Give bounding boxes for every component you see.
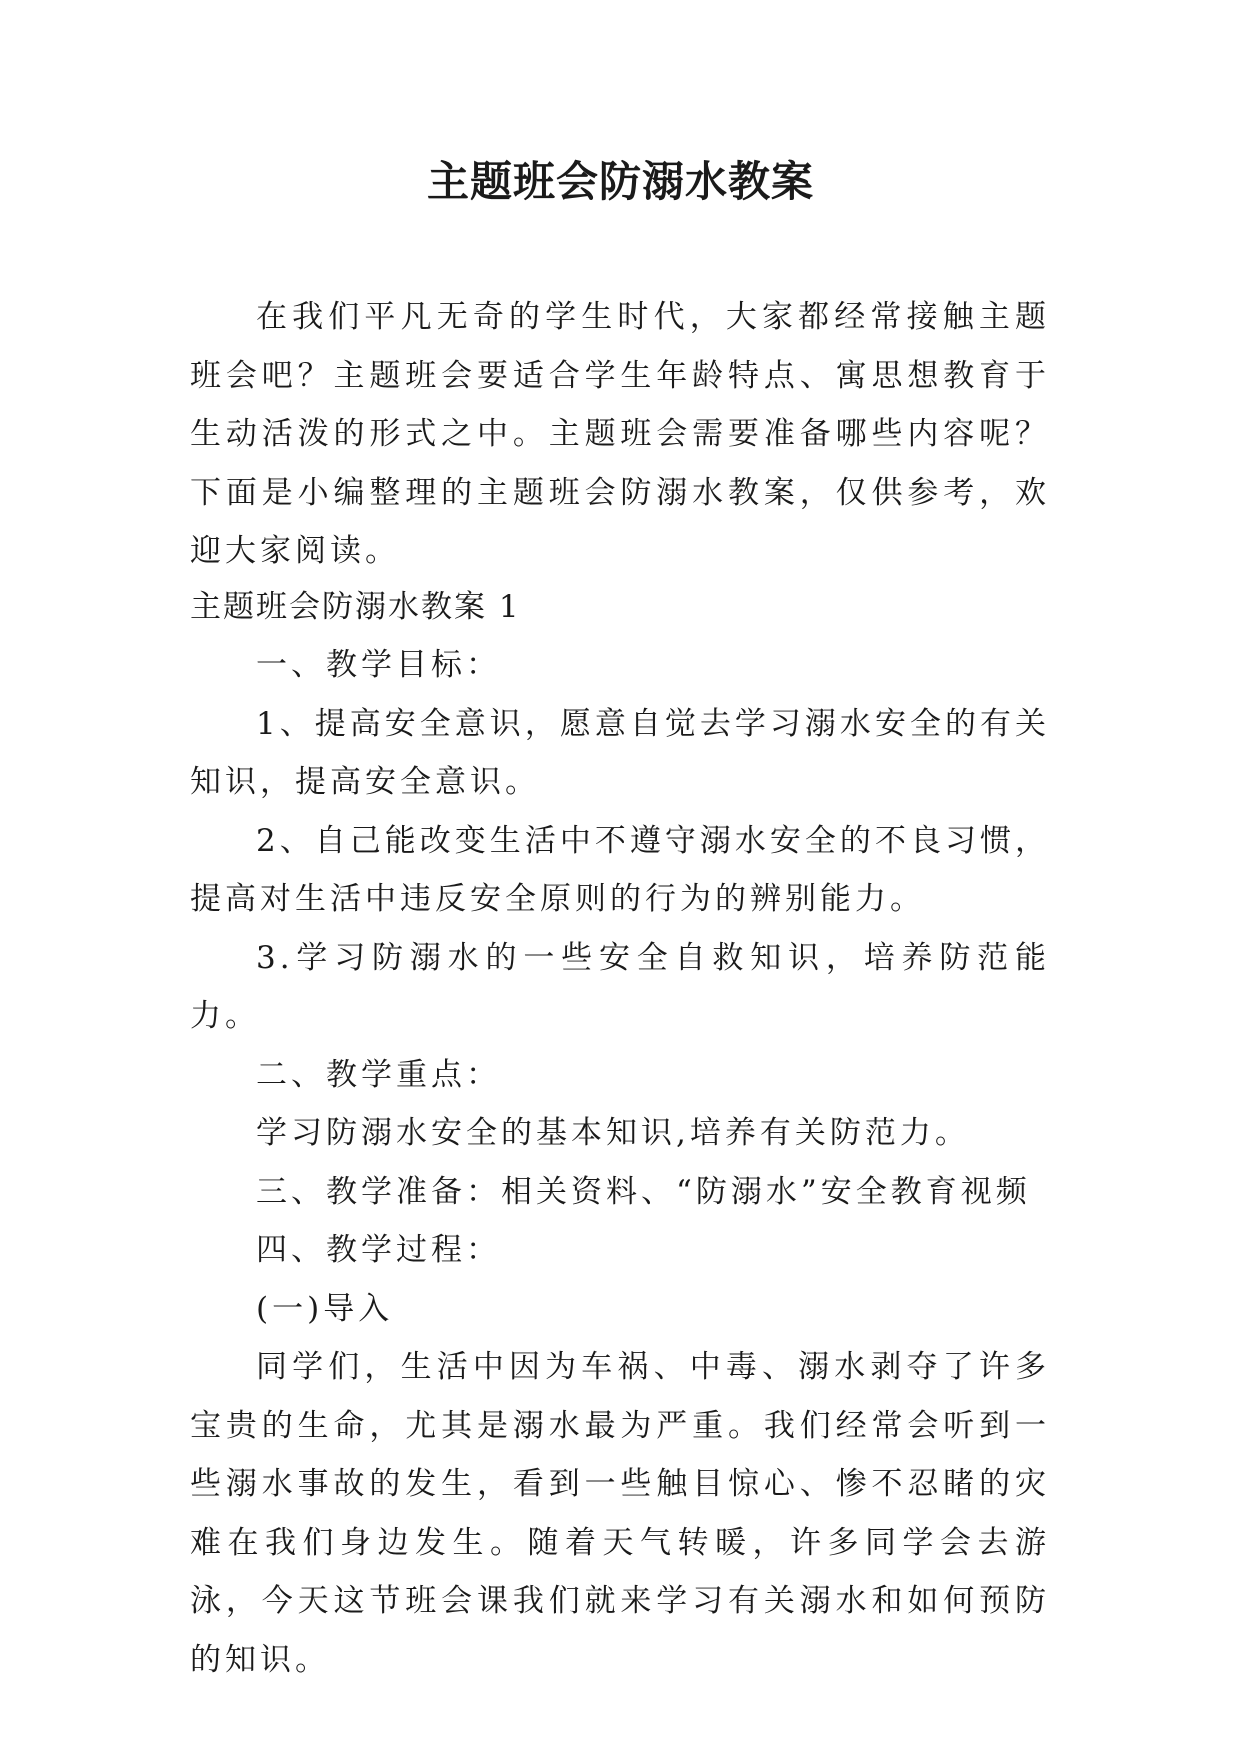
intro-subheading: (一)导入: [256, 1290, 394, 1327]
objective-item-2: 2、自己能改变生活中不遵守溺水安全的不良习惯，提高对生活中违反安全原则的行为的辨别能力。: [190, 822, 1050, 917]
objective-item-1: 1、提高安全意识，愿意自觉去学习溺水安全的有关知识，提高安全意识。: [190, 705, 1050, 800]
key-points-text: 学习防溺水安全的基本知识,培养有关防范力。: [256, 1115, 970, 1151]
objectives-heading: 一、教学目标：: [256, 647, 501, 683]
preparation-text: 三、教学准备：相关资料、“防溺水”安全教育视频: [256, 1173, 1031, 1210]
process-heading: 四、教学过程：: [256, 1232, 501, 1268]
section-title: 主题班会防溺水教案 1: [190, 589, 521, 625]
document-title: 主题班会防溺水教案: [426, 157, 814, 206]
objective-item-3: 3.学习防溺水的一些安全自救知识，培养防范能力。: [190, 939, 1050, 1034]
key-points-heading: 二、教学重点：: [256, 1056, 501, 1093]
intro-paragraph: 在我们平凡无奇的学生时代，大家都经常接触主题班会吧？主题班会要适合学生年龄特点、寓思想教育于生动活泼的形式之中。主题班会需要准备哪些内容呢？下面是小编整理的主题班会防溺水教案，仅供参考，欢迎大家阅读。: [190, 299, 1050, 569]
document-body: [190, 636, 1050, 1689]
intro-body-paragraph: 同学们，生活中因为车祸、中毒、溺水剥夺了许多宝贵的生命，尤其是溺水最为严重。我们经常会听到一些溺水事故的发生，看到一些触目惊心、惨不忍睹的灾难在我们身边发生。随着天气转暖，许多同学会去游泳，今天这节班会课我们就来学习有关溺水和如何预防的知识。: [190, 1349, 1050, 1678]
